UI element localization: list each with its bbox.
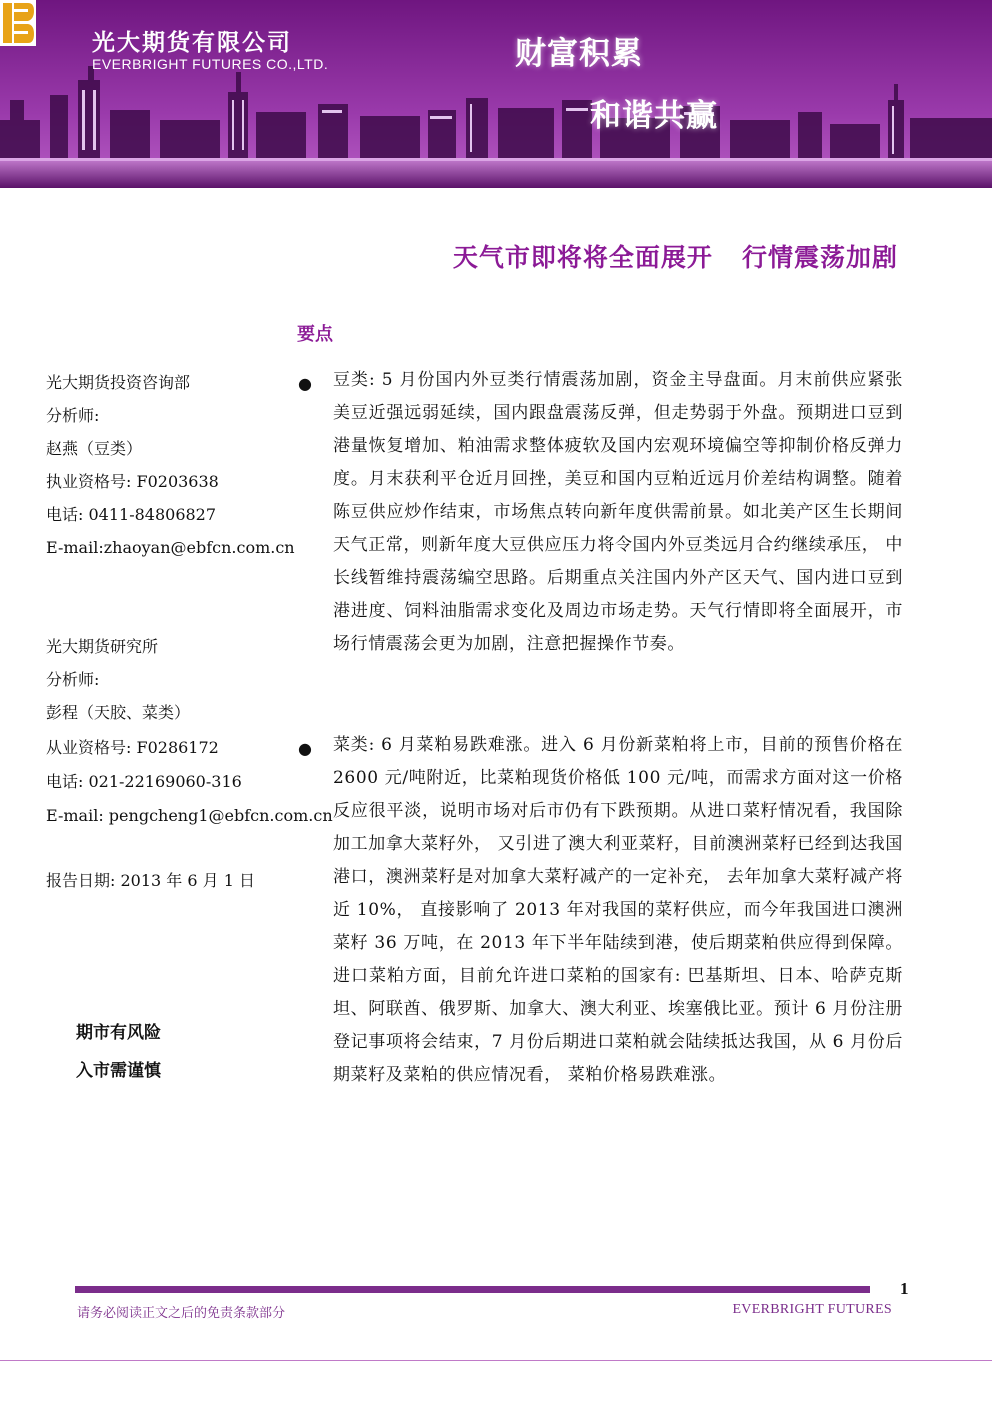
dept2-phone: 电话: 021-22169060-316 (46, 772, 242, 791)
dept1-role: 分析师: (46, 406, 100, 425)
dept1-analyst-name: 赵燕（豆类） (46, 439, 143, 458)
everbright-logo-icon (0, 0, 36, 46)
footer-brand: EVERBRIGHT FUTURES (732, 1302, 892, 1317)
slogan-line1: 财富积累 (515, 36, 643, 72)
dept1-license: 执业资格号: F0203638 (46, 472, 219, 491)
dept2-analyst-name: 彭程（天胶、菜类） (46, 703, 191, 722)
key-points-heading: 要点 (297, 324, 333, 345)
company-name-cn: 光大期货有限公司 (92, 30, 292, 56)
slogan-line2: 和谐共赢 (590, 98, 718, 134)
page-bottom-line (0, 1360, 992, 1361)
footer-disclaimer: 请务必阅读正文之后的免责条款部分 (77, 1306, 286, 1321)
page-number: 1 (900, 1279, 909, 1298)
risk-warning-line1: 期市有风险 (76, 1023, 161, 1043)
dept2-name: 光大期货研究所 (46, 637, 159, 656)
dept2-role: 分析师: (46, 670, 100, 689)
footer-rule (75, 1286, 870, 1293)
key-point-rapeseed: 菜类: 6 月菜粕易跌难涨。进入 6 月份新菜粕将上市，目前的预售价格在 2600 元/吨附近，比菜粕现货价格低 100 元/吨，而需求方面对这一价格反应很平淡，说明市场对后市仍有下跌预期。从进口菜籽情况看，我国除加工加拿大菜籽外， 又引进了澳大利亚菜籽，目前澳洲菜籽已经到达我国港口，澳洲菜籽是对加拿大菜籽减产的一定补充， 去年加拿大菜籽减产将近 10%， 直接影响了 2013 年对我国的菜籽供应，而今年我国进口澳洲菜籽 36 万吨，在 2013 年下半年陆续到港，使后期菜粕供应得到保障。进口菜粕方面，目前允许进口菜粕的国家有: 巴基斯坦、日本、哈萨克斯坦、阿联酋、俄罗斯、加拿大、澳大利亚、埃塞俄比亚。预计 6 月份注册登记事项将会结束，7 月份后期进口菜粕就会陆续抵达我国，从 6 月份后期菜籽及菜粕的供应情况看， 菜粕价格易跌难涨。 (333, 735, 903, 1085)
report-title: 天气市即将将全面展开 行情震荡加剧 (452, 243, 898, 272)
header-banner (0, 0, 992, 188)
bullet-icon: ● (298, 374, 312, 393)
company-name-en: EVERBRIGHT FUTURES CO.,LTD. (92, 56, 329, 72)
report-date: 报告日期: 2013 年 6 月 1 日 (46, 871, 255, 890)
dept1-email[interactable]: E-mail:zhaoyan@ebfcn.com.cn (46, 538, 295, 557)
dept2-email[interactable]: E-mail: pengcheng1@ebfcn.com.cn (46, 806, 333, 825)
key-point-soybean: 豆类: 5 月份国内外豆类行情震荡加剧，资金主导盘面。月末前供应紧张美豆近强远弱延续，国内跟盘震荡反弹，但走势弱于外盘。预期进口豆到港量恢复增加、粕油需求整体疲软及国内宏观环境偏空等抑制价格反弹力度。月末获利平仓近月回挫，美豆和国内豆粕近远月价差结构调整。随着陈豆供应炒作结束，市场焦点转向新年度供需前景。如北美产区生长期间天气正常，则新年度大豆供应压力将令国内外豆类远月合约继续承压， 中长线暂维持震荡编空思路。后期重点关注国内外产区天气、国内进口豆到港进度、饲料油脂需求变化及周边市场走势。天气行情即将全面展开，市场行情震荡会更为加剧，注意把握操作节奏。 (333, 370, 903, 654)
dept2-license: 从业资格号: F0286172 (46, 738, 219, 757)
bullet-icon: ● (298, 739, 312, 758)
dept1-name: 光大期货投资咨询部 (46, 373, 191, 392)
dept1-phone: 电话: 0411-84806827 (46, 505, 217, 524)
risk-warning-line2: 入市需谨慎 (76, 1061, 161, 1081)
